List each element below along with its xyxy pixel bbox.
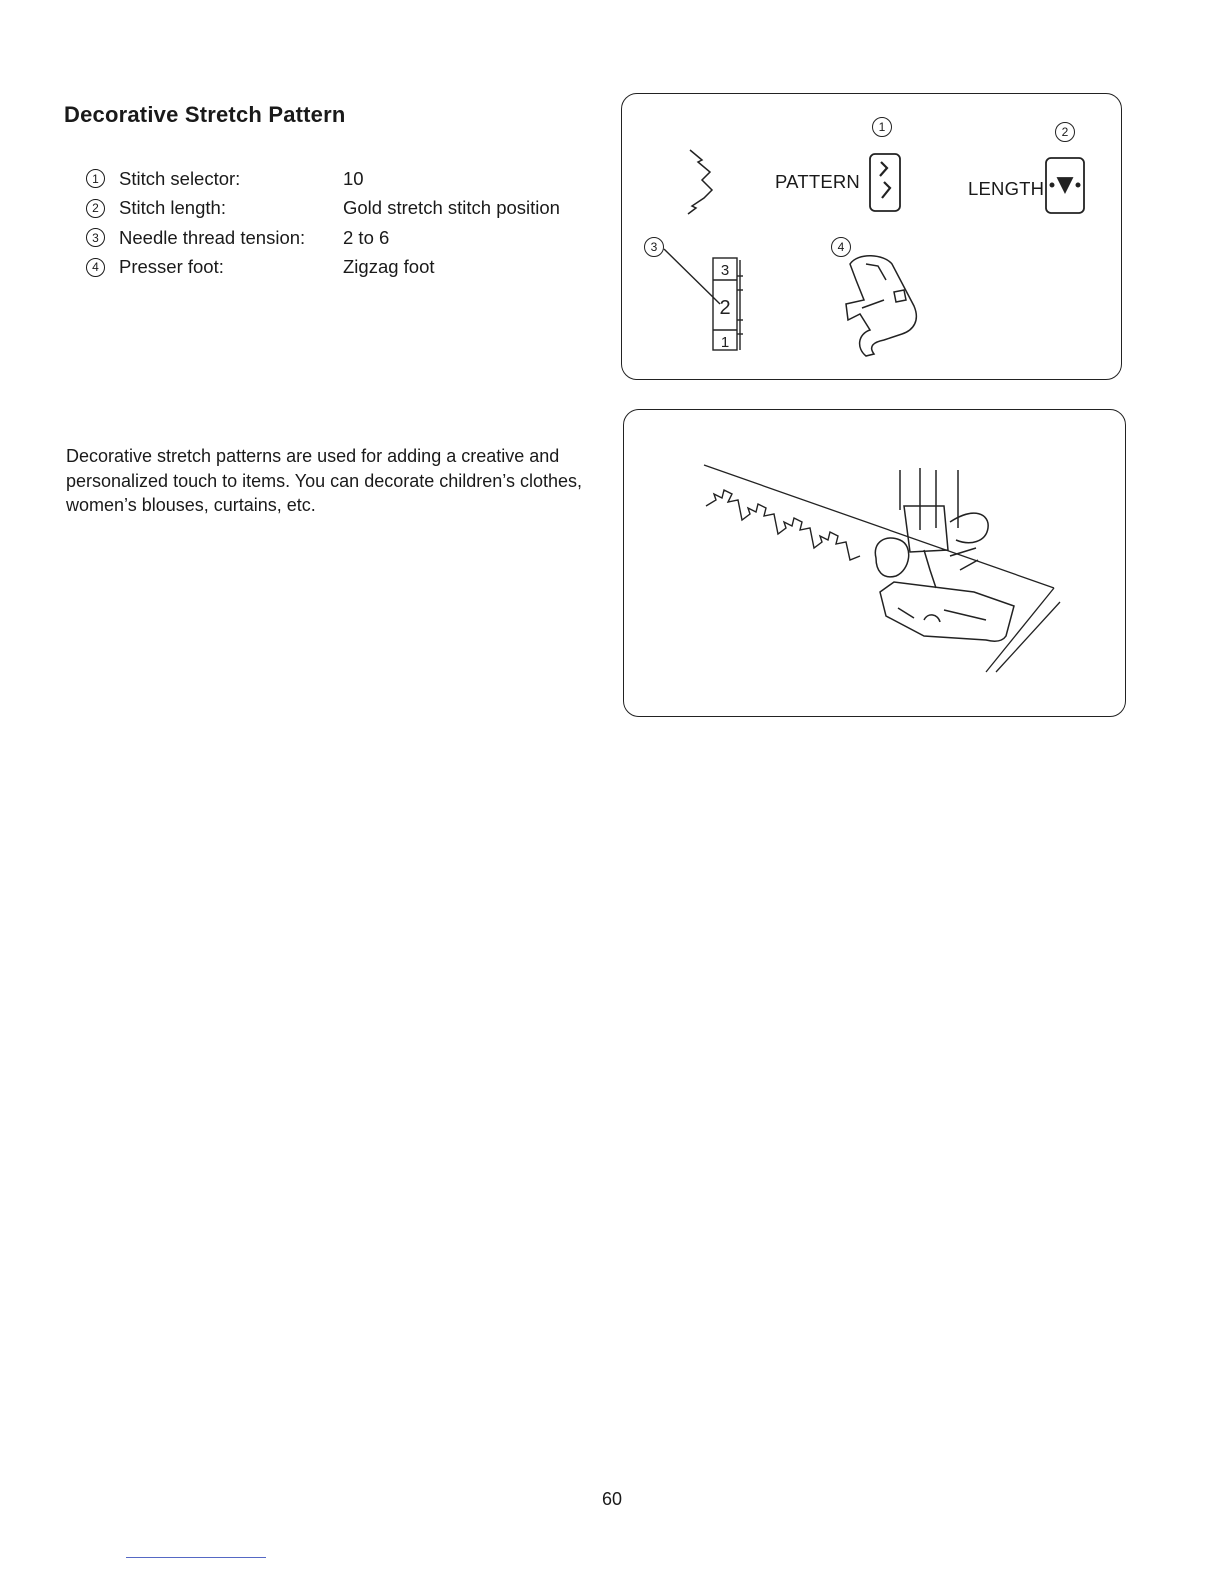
length-label: LENGTH [968, 178, 1045, 199]
settings-list [86, 164, 560, 282]
sewing-illustration-panel [623, 409, 1126, 717]
setting-label: Stitch length: [119, 197, 226, 219]
setting-label: Needle thread tension: [119, 226, 306, 248]
setting-value: Gold stretch stitch position [343, 197, 560, 219]
zigzag-foot-icon [846, 256, 916, 356]
section-title: Decorative Stretch Pattern [64, 102, 346, 127]
setting-number: 1 [86, 169, 105, 188]
footer-rule [126, 1557, 266, 1558]
setting-presser-foot [86, 253, 560, 283]
setting-stitch-length [86, 194, 560, 224]
setting-number: 3 [86, 228, 105, 247]
callout-4: 4 [831, 237, 851, 257]
sewing-illustration [624, 410, 1127, 718]
callout-1: 1 [872, 117, 892, 137]
settings-illustration-panel [621, 93, 1122, 380]
presser-foot-and-needle-icon [875, 468, 1014, 641]
tension-scale-2: 2 [719, 297, 731, 319]
pattern-label: PATTERN [775, 171, 860, 192]
settings-illustration [622, 94, 1123, 381]
page-number: 60 [601, 1489, 623, 1509]
callout-3: 3 [644, 237, 664, 257]
tension-dial-icon [664, 249, 743, 350]
setting-label: Presser foot: [119, 256, 224, 278]
pattern-window-icon [870, 154, 900, 211]
setting-value: 2 to 6 [343, 226, 390, 248]
setting-value: 10 [343, 167, 364, 189]
setting-label: Stitch selector: [119, 167, 241, 189]
setting-needle-thread-tension [86, 223, 560, 253]
setting-number: 4 [86, 258, 105, 277]
fabric-icon [704, 465, 1060, 672]
tension-scale-1: 1 [720, 334, 730, 351]
tension-scale-3: 3 [720, 262, 730, 279]
decorative-stitch-line-icon [706, 490, 860, 560]
stitch-pattern-icon [688, 150, 712, 214]
description-paragraph: Decorative stretch patterns are used for adding a creative and personalized touch to items. You can decorate children’s clothes, women’s blouses, curtains, etc. [66, 446, 582, 515]
setting-stitch-selector [86, 164, 560, 194]
length-window-icon [1046, 158, 1084, 213]
setting-value: Zigzag foot [343, 256, 435, 278]
setting-number: 2 [86, 199, 105, 218]
callout-2: 2 [1055, 122, 1075, 142]
